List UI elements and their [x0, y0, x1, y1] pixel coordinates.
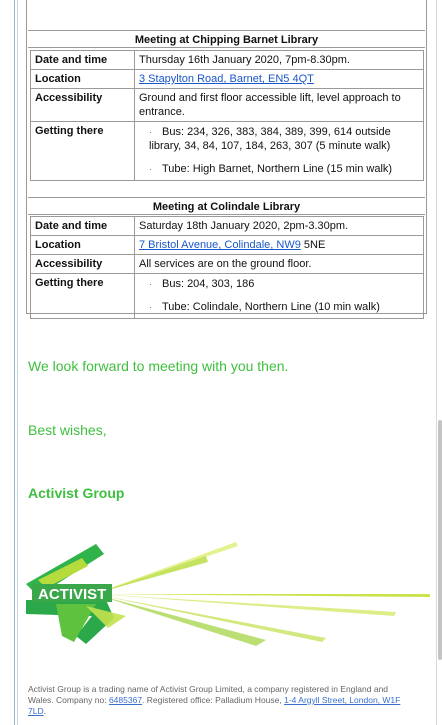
- footer-legal: Activist Group is a trading name of Activist Group Limited, a company registered in England and Wales. Company no: 6485367. Registered office: Palladium House, 1-4 Argyll Street, London, W1F 7LD.: [28, 684, 401, 716]
- company-number-link[interactable]: 6485367: [108, 695, 143, 705]
- left-border-rule: [14, 0, 15, 725]
- table-row: [31, 217, 424, 236]
- table-row: [31, 89, 424, 122]
- getting-there-label: Getting there: [31, 122, 135, 181]
- bullet-icon: ·: [149, 302, 152, 312]
- logo-ray: [94, 594, 396, 616]
- meeting2-title: Meeting at Colindale Library: [28, 197, 425, 215]
- getting-there-label: Getting there: [31, 274, 135, 319]
- activist-logo: [26, 540, 436, 650]
- table-row: [31, 274, 424, 319]
- date-label: Date and time: [31, 51, 135, 70]
- closing-line: We look forward to meeting with you then.: [28, 358, 289, 374]
- logo-ray: [94, 542, 238, 594]
- accessibility-label: Accessibility: [31, 255, 135, 274]
- signature: Activist Group: [28, 485, 125, 501]
- bus-info: Bus: 204, 303, 186: [162, 278, 255, 290]
- logo-text: ACTIVIST: [38, 586, 107, 603]
- bus-info: Bus: 234, 326, 383, 384, 389, 399, 614 outside library, 34, 84, 107, 184, 263, 307 (5 minute walk): [149, 126, 391, 152]
- sign-off: Best wishes,: [28, 422, 107, 438]
- table-row: [31, 51, 424, 70]
- tube-info: Tube: High Barnet, Northern Line (15 min walk): [162, 163, 393, 175]
- bullet-icon: ·: [149, 127, 152, 137]
- date-value: Saturday 18th January 2020, 2pm-3.30pm.: [135, 217, 424, 236]
- accessibility-label: Accessibility: [31, 89, 135, 122]
- meeting1-table: [30, 50, 424, 181]
- date-label: Date and time: [31, 217, 135, 236]
- location-link[interactable]: 3 Stapylton Road, Barnet, EN5 4QT: [139, 73, 314, 85]
- logo-ray: [94, 594, 430, 597]
- table-row: [31, 70, 424, 89]
- date-value: Thursday 16th January 2020, 7pm-8.30pm.: [135, 51, 424, 70]
- location-link[interactable]: 7 Bristol Avenue, Colindale, NW9: [139, 239, 301, 251]
- table-row: [31, 255, 424, 274]
- right-border-rule: [436, 0, 437, 725]
- bullet-icon: ·: [149, 164, 152, 174]
- location-label: Location: [31, 236, 135, 255]
- left-border-rule-inner: [17, 0, 18, 725]
- accessibility-value: Ground and first floor accessible lift, level approach to entrance.: [135, 89, 424, 122]
- meeting1-title: Meeting at Chipping Barnet Library: [28, 30, 425, 48]
- tube-info: Tube: Colindale, Northern Line (10 min walk): [162, 301, 380, 313]
- accessibility-value: All services are on the ground floor.: [135, 255, 424, 274]
- table-row: [31, 236, 424, 255]
- meeting2-table: [30, 216, 424, 319]
- location-label: Location: [31, 70, 135, 89]
- bullet-icon: ·: [149, 279, 152, 289]
- address-link[interactable]: 1-4 Argyll Street, London, W1F 7LD: [28, 695, 401, 716]
- location-suffix: 5NE: [300, 239, 326, 251]
- table-row: [31, 122, 424, 181]
- scrollbar[interactable]: [438, 420, 442, 660]
